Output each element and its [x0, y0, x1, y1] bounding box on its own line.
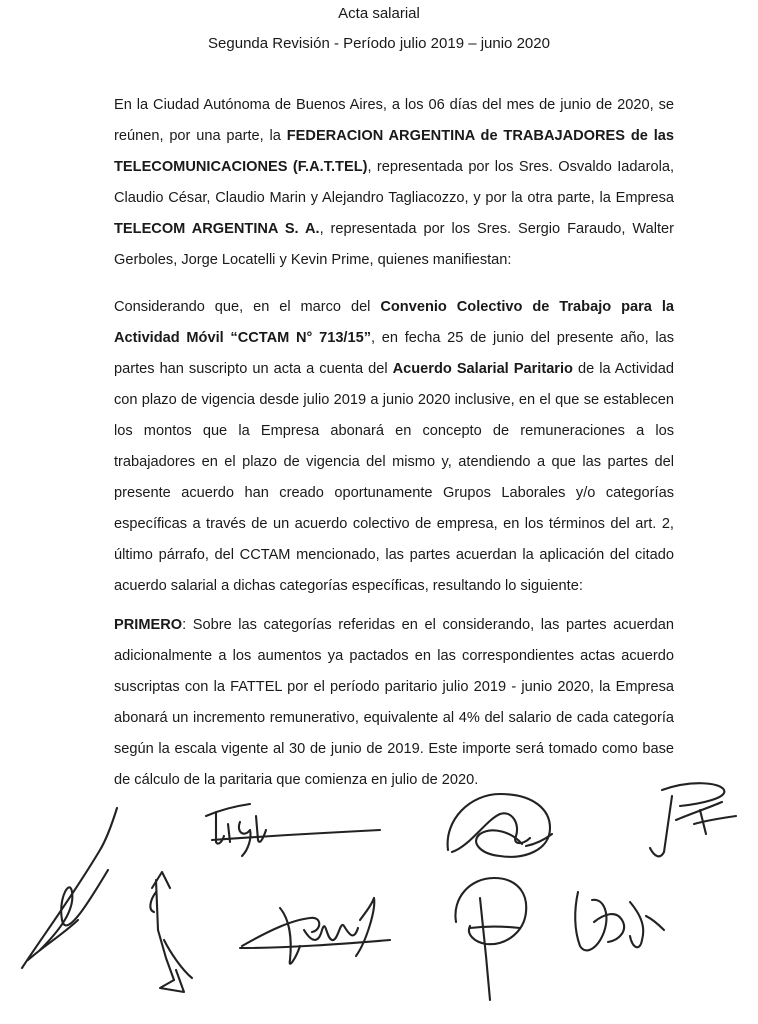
paragraph-text: , en fecha 25 de junio del presente año, las partes han suscripto un acta a cuenta del	[114, 330, 674, 377]
signatures-area	[0, 780, 758, 1024]
signature-4	[650, 783, 736, 856]
paragraph-text: : Sobre las categorías referidas en el considerando, las partes acuerdan adicionalmente a los aumentos ya pactados en las correspondientes actas acuerdo suscriptas con la FATTEL por el período paritario julio 2019 - junio 2020, la Empresa abonará un incremento remunerativo, equivalente al 4% del salario de cada categoría según la escala vigente al 30 de junio de 2019. Este importe será tomado como base de cálculo de la paritaria que comienza en julio de 2020.	[114, 617, 674, 788]
signature-8	[575, 892, 664, 950]
bold-text: TELECOM ARGENTINA S. A.	[114, 221, 320, 237]
bold-text: FEDERACION ARGENTINA de TRABAJADORES de las TELECOMUNICACIONES (F.A.T.TEL)	[114, 128, 674, 175]
paragraph-primero	[114, 610, 674, 796]
document-title: Acta salarial	[338, 5, 420, 22]
signature-1	[22, 808, 117, 968]
paragraph-intro	[114, 90, 674, 276]
signatures-svg	[0, 780, 758, 1024]
paragraph-text: , representada por los Sres. Osvaldo Iadarola, Claudio César, Claudio Marin y Alejandro Tagliacozzo, y por la otra parte, la Empresa	[114, 159, 675, 206]
paragraph-text: En la Ciudad Autónoma de Buenos Aires, a los 06 días del mes de junio de 2020, se reúnen, por una parte, la	[114, 97, 674, 144]
signature-5	[150, 872, 192, 992]
paragraph-considerando	[114, 292, 674, 602]
paragraph-text: de la Actividad con plazo de vigencia desde julio 2019 a junio 2020 inclusive, en el que se establecen los montos que la Empresa abonará en concepto de remuneraciones a los trabajadores en el plazo de vigencia del mismo y, atendiendo a que las partes del presente acuerdo han creado oportunamente Grupos Laborales y/o categorías específicas a través de un acuerdo colectivo de empresa, en los términos del art. 2, último párrafo, del CCTAM mencionado, las partes acuerdan la aplicación del citado acuerdo salarial a dichas categorías específicas, resultando lo siguiente:	[114, 361, 674, 594]
bold-text: PRIMERO	[114, 617, 183, 633]
bold-text: Convenio Colectivo de Trabajo para la Actividad Móvil “CCTAM N° 713/15”	[114, 299, 674, 346]
paragraph-text: , representada por los Sres. Sergio Faraudo, Walter Gerboles, Jorge Locatelli y Kevin Prime, quienes manifiestan:	[114, 221, 675, 268]
document-subtitle: Segunda Revisión - Período julio 2019 – junio 2020	[208, 35, 550, 52]
paragraph-text: Considerando que, en el marco del	[114, 299, 381, 315]
signature-2	[206, 804, 380, 856]
signature-7	[455, 878, 526, 1000]
signature-6	[240, 898, 390, 964]
signature-3	[448, 794, 552, 857]
bold-text: Acuerdo Salarial Paritario	[392, 361, 573, 377]
